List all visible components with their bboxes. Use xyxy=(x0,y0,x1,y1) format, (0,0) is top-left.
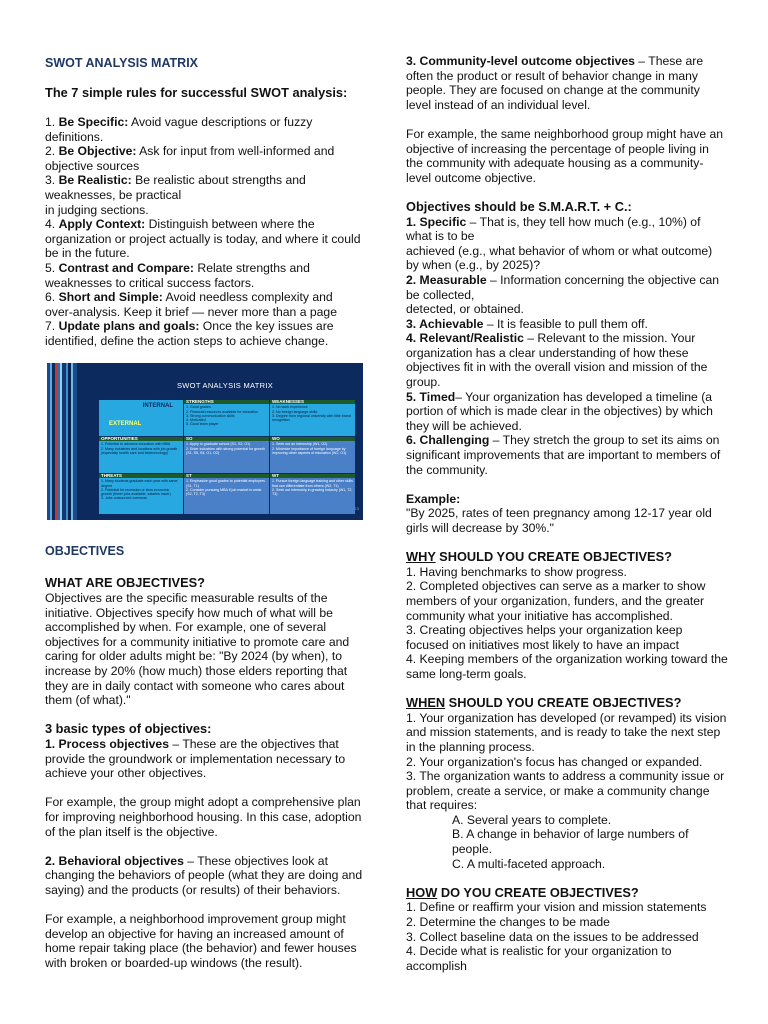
when-heading: WHEN SHOULD YOU CREATE OBJECTIVES? xyxy=(406,695,682,711)
behavioral-example: For example, a neighborhood improvement group might develop an objective for having an increased amount of home repair taking place (the behavior) and fewer houses with broken or boarded-up windows (the result). xyxy=(45,912,357,970)
threats-cell xyxy=(99,474,183,514)
smart-heading: Objectives should be S.M.A.R.T. + C.: xyxy=(406,198,632,214)
why-item: 1. Having benchmarks to show progress. xyxy=(406,564,627,579)
opportunities-header: OPPORTUNITIES xyxy=(99,437,183,441)
st-header: ST xyxy=(184,474,269,478)
behavioral-paragraph: 2. Behavioral objectives – These objectives look at changing the behaviors of people (what they are doing and saying) and the products (or results) of their behaviors. xyxy=(45,853,363,897)
how-item: 2. Determine the changes to be made xyxy=(406,915,610,930)
when-subitem: A. Several years to complete. xyxy=(452,812,612,827)
rule-item: 6. Short and Simple: Avoid needless complexity and over-analysis. Keep it brief — never more than a page xyxy=(45,290,337,319)
wo-items: 1. Seek out an internship (W1, O2) 2. Minimize importance of foreign language by improving other aspects of education (W2, O1) xyxy=(272,442,347,455)
weaknesses-header: WEAKNESSES xyxy=(270,400,355,404)
types-heading: 3 basic types of objectives: xyxy=(45,721,212,737)
strengths-header: STRENGTHS xyxy=(184,400,269,404)
how-item: 4. Decide what is realistic for your organization to accomplish xyxy=(406,944,672,973)
rules-heading: The 7 simple rules for successful SWOT analysis: xyxy=(45,85,348,100)
when-subitem: C. A multi-faceted approach. xyxy=(452,856,606,871)
weaknesses-cell xyxy=(270,400,355,436)
process-paragraph: 1. Process objectives – These are the objectives that provide the groundwork or implementation necessary to achieve your other objectives. xyxy=(45,736,346,781)
process-example: For example, the group might adopt a comprehensive plan for improving neighborhood housing. In this case, adoption of the plan itself is the objective. xyxy=(45,795,362,839)
smart-item: achieved (e.g., what behavior of whom or what outcome) by when (e.g., by 2025)? xyxy=(406,243,713,273)
so-cell xyxy=(184,437,269,473)
rule-item: 4. Apply Context: Distinguish between where the organization or project actually is today, and where it could be in the future. xyxy=(45,217,361,261)
smart-item: 2. Measurable – Information concerning the objective can be collected, xyxy=(406,272,720,302)
smart-item: 3. Achievable – It is feasible to pull them off. xyxy=(406,316,648,331)
slide-title: SWOT ANALYSIS MATRIX xyxy=(177,381,274,390)
example-text: "By 2025, rates of teen pregnancy among 12-17 year old girls will decrease by 30%." xyxy=(406,506,712,535)
why-item: 2. Completed objectives can serve as a marker to show members of your organization, funders, and the greater community what your initiative has accomplished. xyxy=(406,579,706,623)
threats-items: 1. Many students graduate each year with same degree 2. Potential for recession or slow economic growth (fewer jobs available, salaries lower) 3. Jobs outsourced overseas xyxy=(101,479,178,501)
rule-item: 5. Contrast and Compare: Relate strengths and weaknesses to critical success factors. xyxy=(45,260,310,290)
so-items: 1. Apply to graduate school (S1, S2, O1) 2. Enter industries with strong potential for growth (S1, S5, S4, O1, O2) xyxy=(186,442,265,455)
wo-cell xyxy=(270,437,355,473)
st-items: 1. Emphasize good grades to potential employers (S1, T1) 2. Consider pursuing MBA if job market is weak (S2, T2, T3) xyxy=(186,479,265,497)
community-example: For example, the same neighborhood group might have an objective of increasing the percentage of people living in the community with adequate housing as a community-level outcome objective. xyxy=(406,126,724,185)
when-item: 3. The organization wants to address a community issue or problem, create a service, or make a community change that requires: xyxy=(406,769,725,813)
smart-item: 6. Challenging – They stretch the group to set its aims on significant improvements that are important to members of the community. xyxy=(406,433,721,477)
smart-item: detected, or obtained. xyxy=(406,302,524,317)
rule-item: 3. Be Realistic: Be realistic about strengths and weaknesses, be practical xyxy=(45,173,306,202)
right-body xyxy=(406,54,728,973)
internal-external-cell xyxy=(99,400,183,436)
wo-header: WO xyxy=(270,437,355,441)
smart-item: 5. Timed– Your organization has developed a timeline (a portion of which is made clear in the objectives) by which they will be achieved. xyxy=(406,389,713,433)
wt-header: WT xyxy=(270,474,355,478)
how-item: 3. Collect baseline data on the issues to be addressed xyxy=(406,929,699,944)
rule-item: 7. Update plans and goals: Once the key issues are identified, define the action steps to achieve change. xyxy=(45,319,334,348)
objectives-heading: OBJECTIVES xyxy=(45,544,125,558)
smart-item: 4. Relevant/Realistic – Relevant to the mission. Your organization has a clear understanding of how these objectives fit in with the overall vision and mission of the group. xyxy=(406,331,708,390)
wt-items: 1. Pursue foreign language training and other skills that can differentiate from others (W2, T1) 2. Seek out internship in growing industry (W1, T2, T3) xyxy=(272,479,353,497)
external-label: EXTERNAL xyxy=(109,421,142,427)
slide-page-number: 13 xyxy=(354,506,359,512)
why-item: 3. Creating objectives helps your organization keep focused on initiatives most likely to have an impact xyxy=(406,623,683,652)
rule-item: 2. Be Objective: Ask for input from well-informed and objective sources xyxy=(45,144,335,173)
how-item: 1. Define or reaffirm your vision and mission statements xyxy=(406,900,707,915)
wt-cell xyxy=(270,474,355,514)
swot-title: SWOT ANALYSIS MATRIX xyxy=(45,56,199,70)
swot-slide-image xyxy=(47,363,363,520)
weaknesses-items: 1. No work experience 2. No foreign language skills 3. Degree from regional university with little brand recognition xyxy=(272,405,351,423)
so-header: SO xyxy=(184,437,269,441)
st-cell xyxy=(184,474,269,514)
internal-label: INTERNAL xyxy=(142,403,173,409)
smart-item: 1. Specific – That is, they tell how much (e.g., 10%) of what is to be xyxy=(406,214,701,244)
example-label: Example: xyxy=(406,491,461,506)
what-heading: WHAT ARE OBJECTIVES? xyxy=(45,575,205,590)
when-item: 2. Your organization's focus has changed or expanded. xyxy=(406,754,703,769)
threats-header: THREATS xyxy=(99,474,183,478)
strengths-cell xyxy=(184,400,269,436)
rule-item: in judging sections. xyxy=(45,202,149,217)
community-paragraph: 3. Community-level outcome objectives – These are often the product or result of behavior change in many people. They are focused on change at the community level instead of an individual level. xyxy=(406,54,704,112)
why-heading: WHY SHOULD YOU CREATE OBJECTIVES? xyxy=(406,549,672,565)
why-item: 4. Keeping members of the organization working toward the same long-term goals. xyxy=(406,652,728,681)
opportunities-cell xyxy=(99,437,183,473)
slide-matrix xyxy=(99,400,355,516)
what-text: Objectives are the specific measurable results of the initiative. Objectives specify how much of what will be accomplished by when. For example, one of several objectives for a community initiative to promote care and caring for older adults might be: "By 2024 (by when), to increase by 20% (how much) those elders reporting that they are in daily contact with someone who cares about them (of what)." xyxy=(45,591,350,708)
opportunities-items: 1. Potential to advance education with MBA 2. Many industries and locations with job growth (especially health care and biotechnology) xyxy=(101,442,178,455)
strengths-items: 1. Good grades 2. Financial resources available for education 3. Strong communication skills 4. Motivated 5. Good team player xyxy=(186,405,259,427)
when-item: 1. Your organization has developed (or revamped) its vision and mission statements, and is ready to take the next step in the planning process. xyxy=(406,710,727,754)
left-body xyxy=(45,591,363,970)
when-subitem: B. A change in behavior of large numbers of people. xyxy=(452,827,689,857)
rule-item: 1. Be Specific: Avoid vague descriptions or fuzzy definitions. xyxy=(45,115,313,144)
rules-list xyxy=(45,115,363,349)
how-heading: HOW DO YOU CREATE OBJECTIVES? xyxy=(406,884,639,900)
slide-stripes xyxy=(47,363,77,520)
